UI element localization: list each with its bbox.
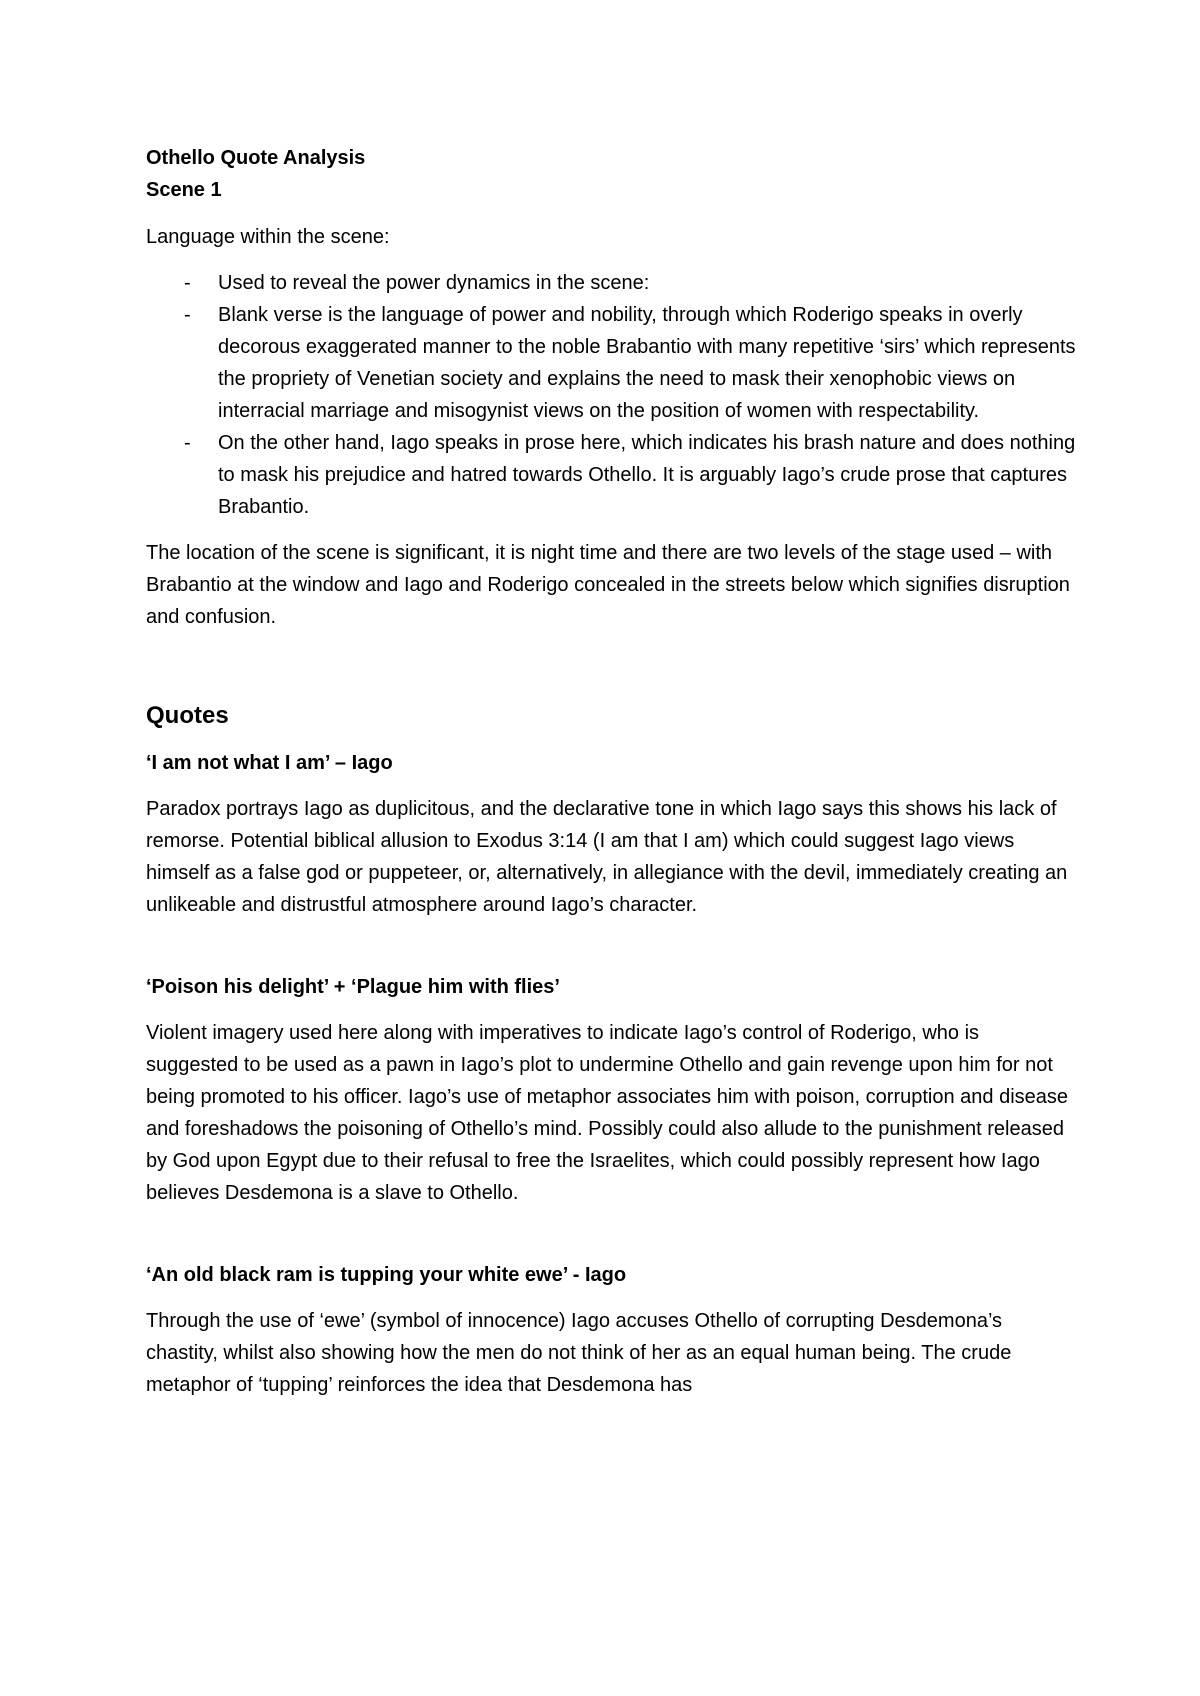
quote-heading: ‘Poison his delight’ + ‘Plague him with flies’ bbox=[146, 976, 560, 998]
list-item bbox=[146, 267, 1076, 299]
quote-heading: ‘I am not what I am’ – Iago bbox=[146, 752, 393, 774]
quote-analysis: Violent imagery used here along with imperatives to indicate Iago’s control of Roderigo, who is suggested to be used as a pawn in Iago’s plot to undermine Othello and gain revenge upon him for not being promoted to his officer. Iago’s use of metaphor associates him with poison, corruption and disease and foreshadows the poisoning of Othello’s mind. Possibly could also allude to the punishment released by God upon Egypt due to their refusal to free the Israelites, which could possibly represent how Iago believes Desdemona is a slave to Othello. bbox=[146, 1022, 1069, 1204]
list-item bbox=[146, 299, 1076, 427]
bullet-text: Blank verse is the language of power and nobility, through which Roderigo speaks in overly decorous exaggerated manner to the noble Brabantio with many repetitive ‘sirs’ which represents the propriety of Venetian society and explains the need to mask their xenophobic views on interracial marriage and misogynist views on the position of women with respectability. bbox=[218, 304, 1076, 422]
quote-analysis: Through the use of ‘ewe’ (symbol of innocence) Iago accuses Othello of corrupting Desdemona’s chastity, whilst also showing how the men do not think of her as an equal human being. The crude metaphor of ‘tupping’ reinforces the idea that Desdemona has bbox=[146, 1310, 1012, 1396]
location-paragraph: The location of the scene is significant, it is night time and there are two levels of the stage used – with Brabantio at the window and Iago and Roderigo concealed in the streets below which signifies disruption and confusion. bbox=[146, 542, 1070, 628]
quote-analysis: Paradox portrays Iago as duplicitous, and the declarative tone in which Iago says this shows his lack of remorse. Potential biblical allusion to Exodus 3:14 (I am that I am) which could suggest Iago views himself as a false god or puppeteer, or, alternatively, in allegiance with the devil, immediately creating an unlikeable and distrustful atmosphere around Iago’s character. bbox=[146, 798, 1068, 916]
bullet-dash: - bbox=[184, 432, 191, 454]
document-page bbox=[146, 142, 1076, 1401]
list-item bbox=[146, 427, 1076, 523]
intro-text: Language within the scene: bbox=[146, 226, 390, 248]
bullet-dash: - bbox=[184, 304, 191, 326]
bullet-dash: - bbox=[184, 272, 191, 294]
document-title: Othello Quote Analysis bbox=[146, 147, 366, 169]
scene-heading: Scene 1 bbox=[146, 179, 222, 201]
bullet-text: On the other hand, Iago speaks in prose here, which indicates his brash nature and does nothing to mask his prejudice and hatred towards Othello. It is arguably Iago’s crude prose that captures Brabantio. bbox=[218, 432, 1076, 518]
language-bullet-list bbox=[146, 267, 1076, 523]
quotes-heading: Quotes bbox=[146, 702, 229, 729]
quote-heading: ‘An old black ram is tupping your white ewe’ - Iago bbox=[146, 1264, 627, 1286]
bullet-text: Used to reveal the power dynamics in the scene: bbox=[218, 272, 650, 294]
